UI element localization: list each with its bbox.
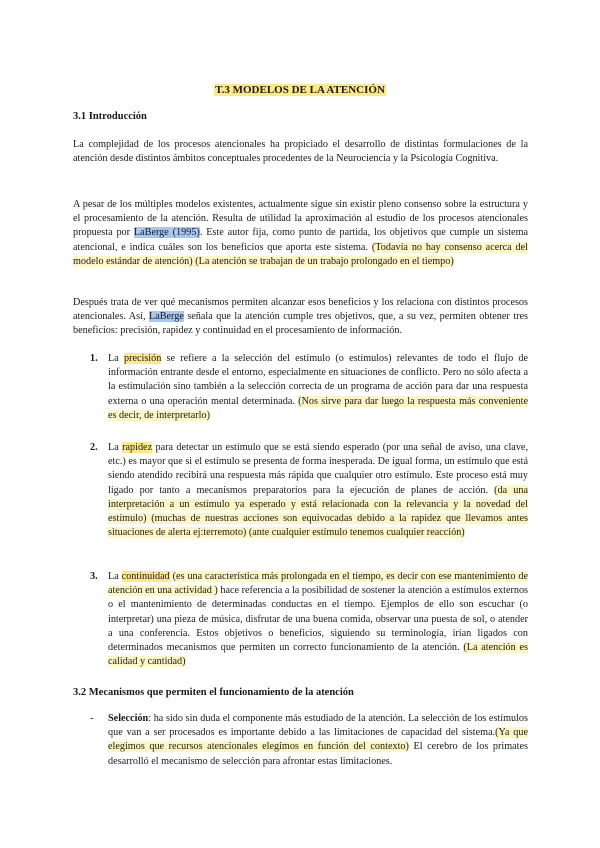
document-title: T.3 MODELOS DE LA ATENCIÓN [215, 84, 385, 96]
term-rapidez: rapidez [122, 442, 153, 453]
term-precision: precisión [123, 353, 162, 364]
margin-note: (da una interpretación a un estímulo ya esperado y está relacionada con la relevancia y la novedad del estímulo) (muchas de nuestras acciones son equivocadas debido a la rapidez que llevamos antes situaciones de alerta ej:terremoto) (ante cualquier estímulo tenemos cualquier reacción) [108, 484, 528, 539]
list-item-rapidez: La rapidez para detectar un estímulo que se está siendo esperado (por una señal de aviso, una clave, etc.) es mayor que si el estímulo se presenta de forma inesperada. De igual forma, un estímulo que está siendo atendido recibirá una respuesta más rápida que cualquier otro estímulo. Este proceso está muy ligado por tanto a mecanismos preparatorios para la ejecución de planes de acción. (da una interpretación a un estímulo ya esperado y está relacionada con la relevancia y la novedad del estímulo) (muchas de nuestras acciones son equivocadas debido a la rapidez que llevamos antes situaciones de alerta ej:terremoto) (ante cualquier estímulo tenemos cualquier reacción) [108, 442, 528, 539]
bullet-dash: - [90, 713, 94, 724]
list-number-3: 3. [90, 571, 98, 582]
term-continuidad: continuidad [121, 571, 170, 582]
margin-note: (La atención es calidad y cantidad) [108, 642, 528, 668]
citation-laberge: LaBerge [148, 311, 184, 323]
paragraph-intro-3: Después trata de ver qué mecanismos permiten alcanzar esos beneficios y los relaciona con distintos procesos atencionales. Así, LaBerge señala que la atención cumple tres objetivos, que, a su vez, permiten obtener tres beneficios: precisión, rapidez y continuidad en el procesamiento de información. [73, 297, 528, 337]
list-number-2: 2. [90, 442, 98, 453]
section-heading-mechanisms: 3.2 Mecanismos que permiten el funcionamiento de la atención [73, 687, 354, 698]
list-number-1: 1. [90, 353, 98, 364]
term-seleccion: Selección [108, 713, 149, 724]
margin-note: (Ya que elegimos que recursos atencionales elegimos en función del contexto) [108, 727, 528, 753]
citation-laberge-1995: LaBerge (1995) [133, 227, 200, 239]
list-item-continuidad: La continuidad (es una característica más prolongada en el tiempo, es decir con ese mantenimiento de atención en una actividad ) hace referencia a la posibilidad de sostener la atención a estímulos externos o el mantenimiento de determinadas conductas en el tiempo. Ejemplos de ello son escuchar (o interpretar) una pieza de música, disfrutar de una buena comida, observar una puesta de sol, o atender a una conferencia. Estos objetivos o beneficios, siguiendo su terminología, irían ligados con determinados mecanismos que permiten un correcto funcionamiento de la atención. (La atención es calidad y cantidad) [108, 571, 529, 668]
margin-note-inline: (es una característica más prolongada en el tiempo, es decir con ese mantenimiento de atención en una actividad ) [108, 571, 528, 597]
margin-note: (Nos sirve para dar luego la respuesta más conveniente es decir, de interpretarlo) [108, 395, 528, 421]
section-heading-intro: 3.1 Introducción [73, 111, 147, 122]
paragraph-intro-2: A pesar de los múltiples modelos existentes, actualmente sigue sin existir pleno consenso sobre la estructura y el procesamiento de la atención. Resulta de utilidad la aproximación al estudio de los procesos atencionales propuesta por LaBerge (1995). Este autor fija, como punto de partida, los objetivos que cumple un sistema atencional, e indica cuáles son los beneficios que aporta este sistema. (Todavía no hay consenso acerca del modelo estándar de atención) (La atención se trabajan de un trabajo prolongado en el tiempo) [73, 199, 529, 267]
list-item-precision: La precisión se refiere a la selección del estímulo (o estímulos) relevantes de todo el flujo de información entrante desde el entorno, especialmente en situaciones de conflicto. Pero no sólo afecta a la estimulación sino también a la selección correcta de un programa de acción para dar una respuesta externa o una operación mental determinada. (Nos sirve para dar luego la respuesta más conveniente es decir, de interpretarlo) [108, 353, 529, 421]
paragraph-intro-1: La complejidad de los procesos atencionales ha propiciado el desarrollo de distintas formulaciones de la atención desde distintos ámbitos conceptuales procedentes de la Neurociencia y la Psicología Cognitiva. [73, 139, 528, 165]
list-item-seleccion: Selección: ha sido sin duda el componente más estudiado de la atención. La selección de los estímulos que van a ser procesados es importante debido a las limitaciones de capacidad del sistema.(Ya que elegimos que recursos atencionales elegimos en función del contexto) El cerebro de los primates desarrolló el mecanismo de selección para afrontar estas limitaciones. [108, 713, 528, 767]
margin-note: (Todavía no hay consenso acerca del modelo estándar de atención) (La atención se trabajan de un trabajo prolongado en el tiempo) [73, 241, 529, 267]
